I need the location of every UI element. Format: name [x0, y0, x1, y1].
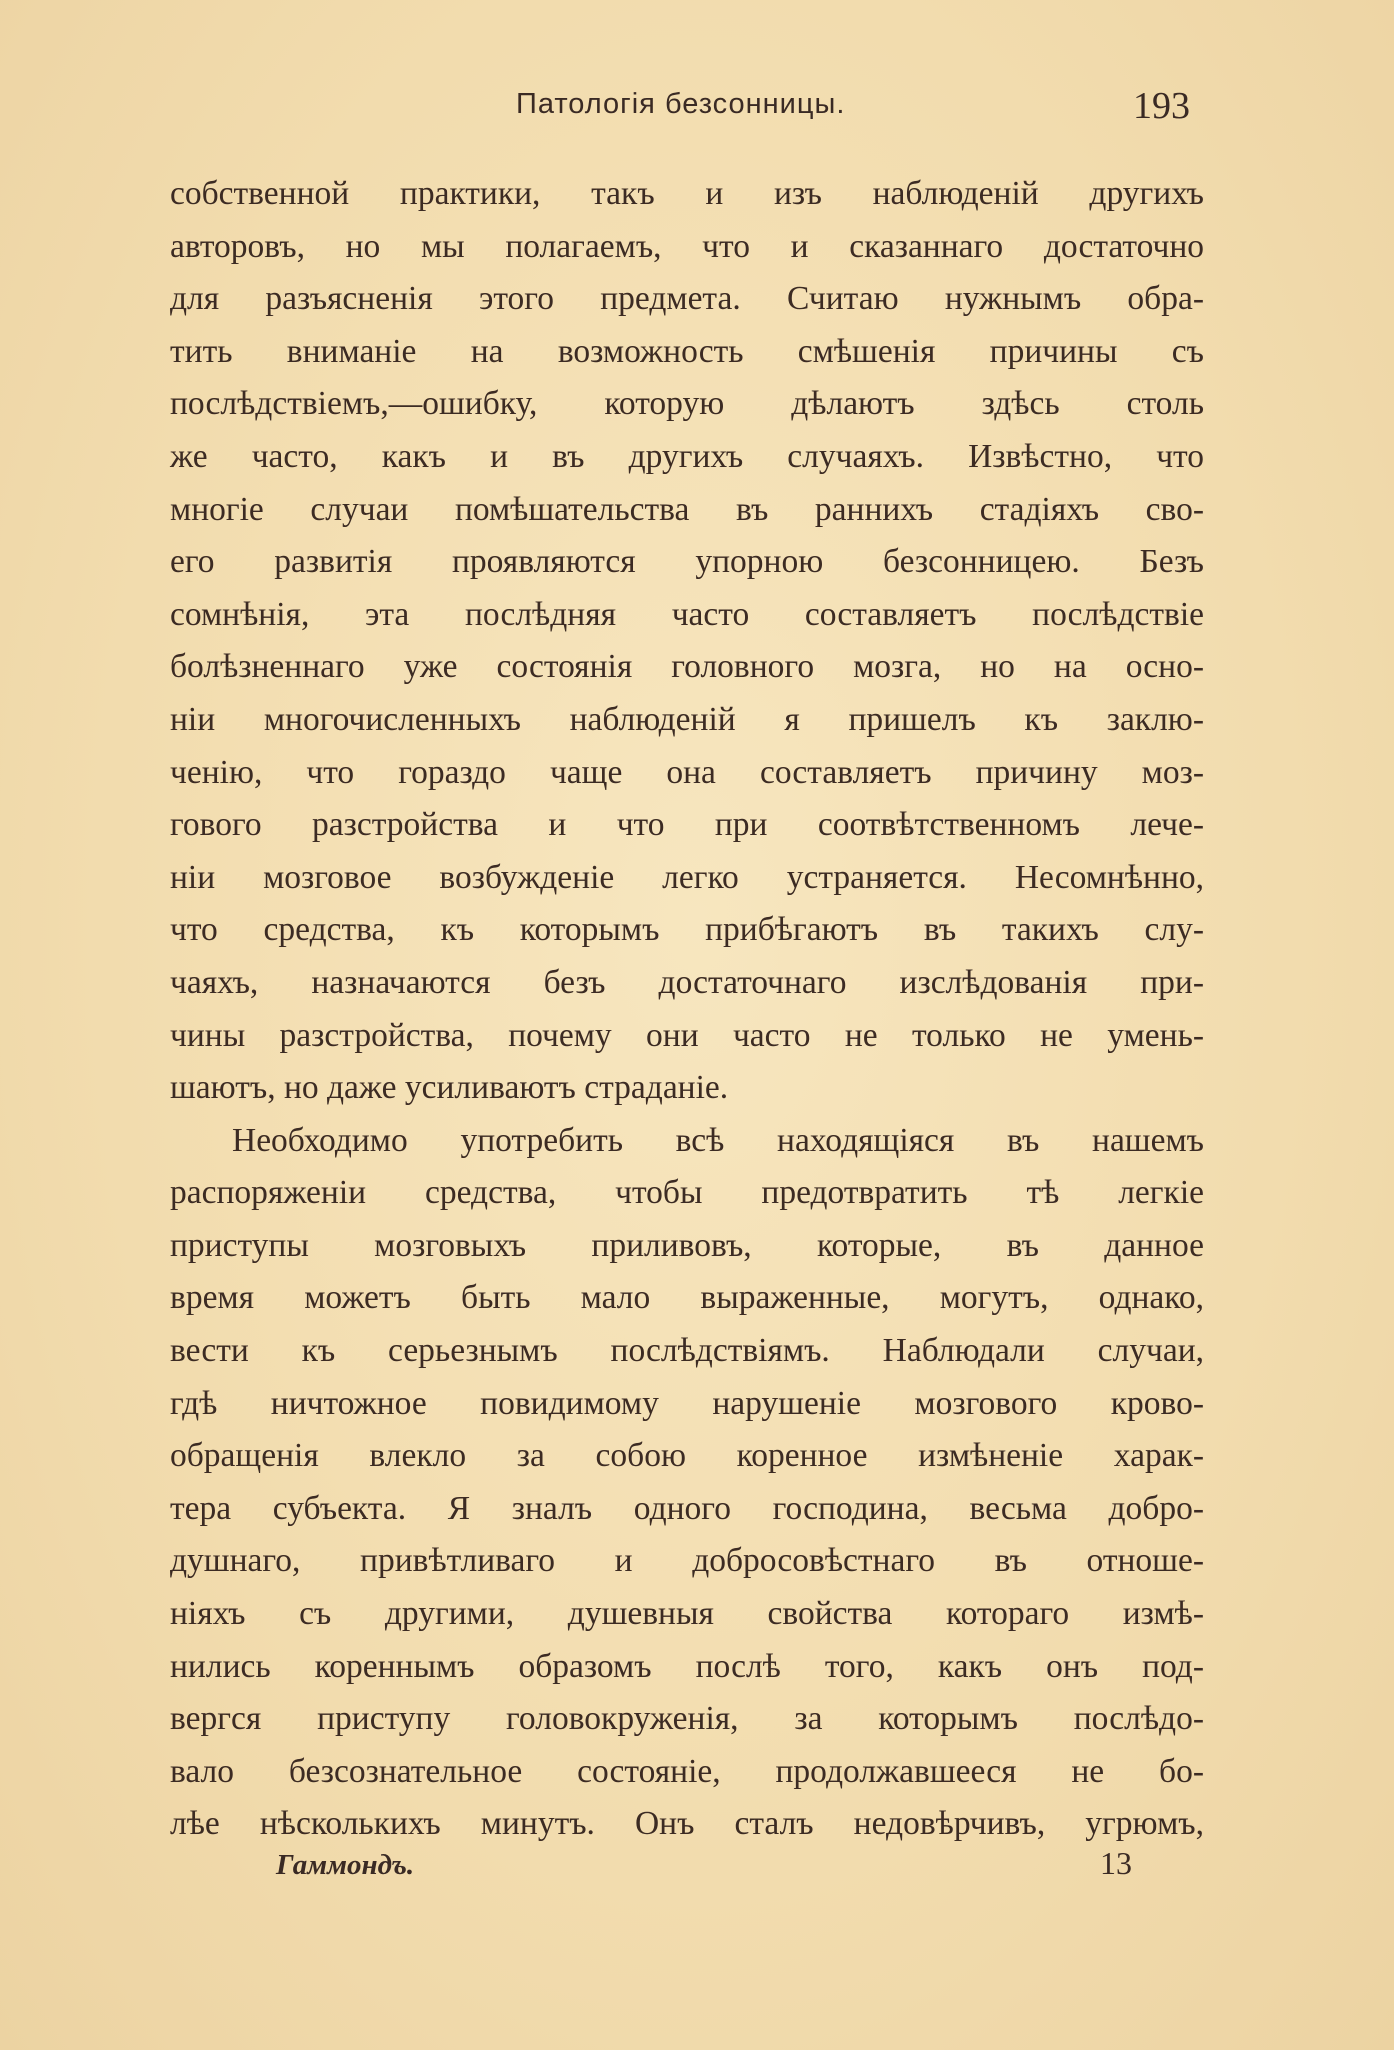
text-line: его развитія проявляются упорною безсонницею. Безъ — [170, 543, 1204, 581]
page-footer — [0, 1845, 1394, 1893]
paragraph-1 — [170, 168, 1204, 1115]
text-line: время можетъ быть мало выраженные, могутъ, однако, — [170, 1279, 1204, 1317]
text-line: сомнѣнія, эта послѣдняя часто составляетъ послѣдствіе — [170, 595, 1204, 633]
text-line: обращенія влекло за собою коренное измѣненіе харак- — [170, 1437, 1204, 1475]
text-line: гдѣ ничтожное повидимому нарушеніе мозгового крово- — [170, 1384, 1204, 1422]
text-line: лѣе нѣсколькихъ минутъ. Онъ сталъ недовѣрчивъ, угрюмъ, — [170, 1805, 1204, 1843]
text-line: чины разстройства, почему они часто не только не умень- — [170, 1016, 1204, 1054]
text-line: распоряженіи средства, чтобы предотвратить тѣ легкіе — [170, 1174, 1204, 1212]
signature-mark: Гаммондъ. — [276, 1849, 415, 1881]
text-line: нились кореннымъ образомъ послѣ того, какъ онъ под- — [170, 1647, 1204, 1685]
text-line: тера субъекта. Я зналъ одного господина, весьма добро- — [170, 1489, 1204, 1527]
text-line: ніяхъ съ другими, душевныя свойства котораго измѣ- — [170, 1595, 1204, 1633]
text-line: собственной практики, такъ и изъ наблюденій другихъ — [170, 175, 1204, 212]
paragraph-2 — [170, 1115, 1204, 1851]
text-line: вергся приступу головокруженія, за которымъ послѣдо- — [170, 1700, 1204, 1738]
text-line: же часто, какъ и въ другихъ случаяхъ. Извѣстно, что — [170, 437, 1204, 475]
text-line: вести къ серьезнымъ послѣдствіямъ. Наблюдали случаи, — [170, 1332, 1204, 1370]
text-line: многіе случаи помѣшательства въ раннихъ стадіяхъ сво- — [170, 490, 1204, 528]
page-number: 193 — [1133, 85, 1190, 127]
text-block — [170, 168, 1204, 1851]
text-line: гового разстройства и что при соотвѣтственномъ лече- — [170, 806, 1204, 844]
text-line: для разъясненія этого предмета. Считаю нужнымъ обра- — [170, 280, 1204, 318]
text-line: послѣдствіемъ,—ошибку, которую дѣлаютъ здѣсь столь — [170, 385, 1204, 423]
text-line: вало безсознательное состояніе, продолжавшееся не бо- — [170, 1752, 1204, 1790]
text-line: шаютъ, но даже усиливаютъ страданіе. — [170, 1069, 729, 1107]
text-line: болѣзненнаго уже состоянія головного мозга, но на осно- — [170, 648, 1204, 686]
text-line: душнаго, привѣтливаго и добросовѣстнаго въ отноше- — [170, 1542, 1204, 1580]
text-line: ніи многочисленныхъ наблюденій я пришелъ къ заклю- — [170, 700, 1204, 738]
text-line: что средства, къ которымъ прибѣгаютъ въ такихъ слу- — [170, 911, 1204, 949]
text-line: чаяхъ, назначаются безъ достаточнаго изслѣдованія при- — [170, 963, 1204, 1001]
running-head — [0, 85, 1394, 128]
running-title: Патологія безсонницы. — [516, 88, 846, 120]
text-line: ніи мозговое возбужденіе легко устраняется. Несомнѣнно, — [170, 858, 1204, 896]
text-line: ченію, что гораздо чаще она составляетъ причину моз- — [170, 753, 1204, 791]
text-line: тить вниманіе на возможность смѣшенія причины съ — [170, 332, 1204, 370]
text-line: Необходимо употребить всѣ находящіяся въ нашемъ — [232, 1121, 1204, 1159]
sheet-number: 13 — [1100, 1845, 1132, 1881]
text-line: авторовъ, но мы полагаемъ, что и сказаннаго достаточно — [170, 227, 1204, 265]
text-line: приступы мозговыхъ приливовъ, которые, въ данное — [170, 1226, 1204, 1264]
